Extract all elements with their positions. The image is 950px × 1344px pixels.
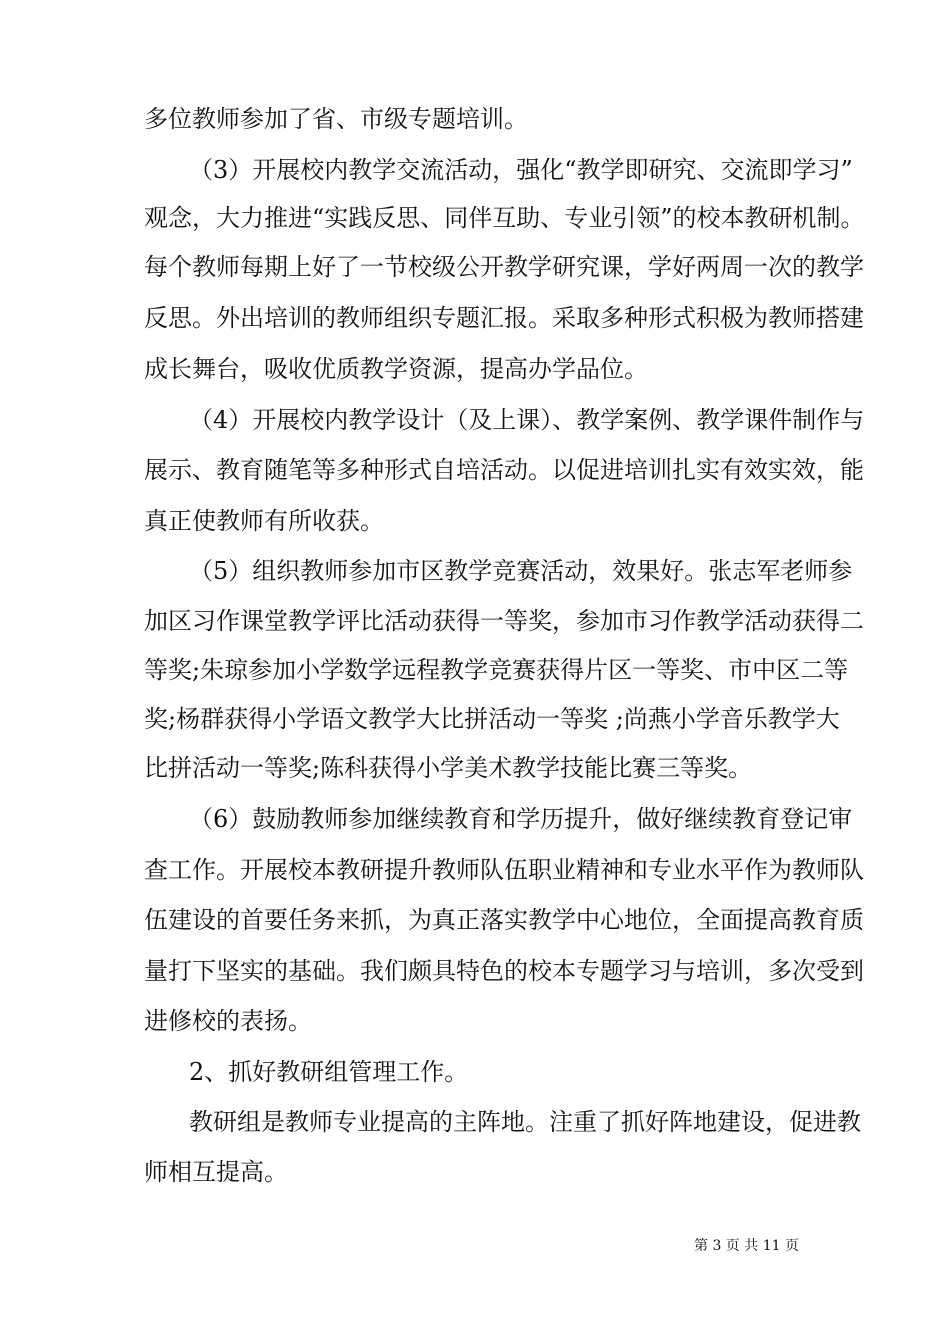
text-line: 每个教师每期上好了一节校级公开教学研究课，学好两周一次的教学 xyxy=(144,253,864,281)
text-line: （6）鼓励教师参加继续教育和学历提升，做好继续教育登记审 xyxy=(189,805,853,833)
text-line: 比拼活动一等奖;陈科获得小学美术教学技能比赛三等奖。 xyxy=(144,754,753,782)
text-line: 查工作。开展校本教研提升教师队伍职业精神和专业水平作为教师队 xyxy=(144,856,864,884)
text-line: 进修校的表扬。 xyxy=(144,1007,312,1035)
text-line: 等奖;朱琼参加小学数学远程教学竞赛获得片区一等奖、市中区二等 xyxy=(144,656,849,684)
page-number-footer: 第 3 页 共 11 页 xyxy=(694,1238,799,1254)
text-line: 反思。外出培训的教师组织专题汇报。采取多种形式积极为教师搭建 xyxy=(144,304,864,332)
text-line: （3）开展校内教学交流活动，强化“教学即研究、交流即学习” xyxy=(189,156,853,184)
text-line: 展示、教育随笔等多种形式自培活动。以促进培训扎实有效实效，能 xyxy=(144,456,864,484)
text-line: 师相互提高。 xyxy=(144,1158,288,1186)
text-line: （4）开展校内教学设计（及上课）、教学案例、教学课件制作与 xyxy=(189,406,865,434)
text-line: 量打下坚实的基础。我们颇具特色的校本专题学习与培训，多次受到 xyxy=(144,957,864,985)
text-line: 教研组是教师专业提高的主阵地。注重了抓好阵地建设，促进教 xyxy=(189,1108,861,1136)
text-line: 2、抓好教研组管理工作。 xyxy=(189,1058,469,1086)
text-line: （5）组织教师参加市区教学竞赛活动，效果好。张志军老师参 xyxy=(189,557,853,585)
text-line: 多位教师参加了省、市级专题培训。 xyxy=(144,105,528,133)
text-line: 真正使教师有所收获。 xyxy=(144,507,384,535)
text-line: 加区习作课堂教学评比活动获得一等奖，参加市习作教学活动获得二 xyxy=(144,607,864,635)
text-line: 观念，大力推进“实践反思、同伴互助、专业引领”的校本教研机制。 xyxy=(144,204,865,232)
text-line: 成长舞台，吸收优质教学资源，提高办学品位。 xyxy=(144,355,648,383)
text-line: 奖;杨群获得小学语文教学大比拼活动一等奖 ;尚燕小学音乐教学大 xyxy=(144,705,840,733)
text-line: 伍建设的首要任务来抓，为真正落实教学中心地位，全面提高教育质 xyxy=(144,906,864,934)
